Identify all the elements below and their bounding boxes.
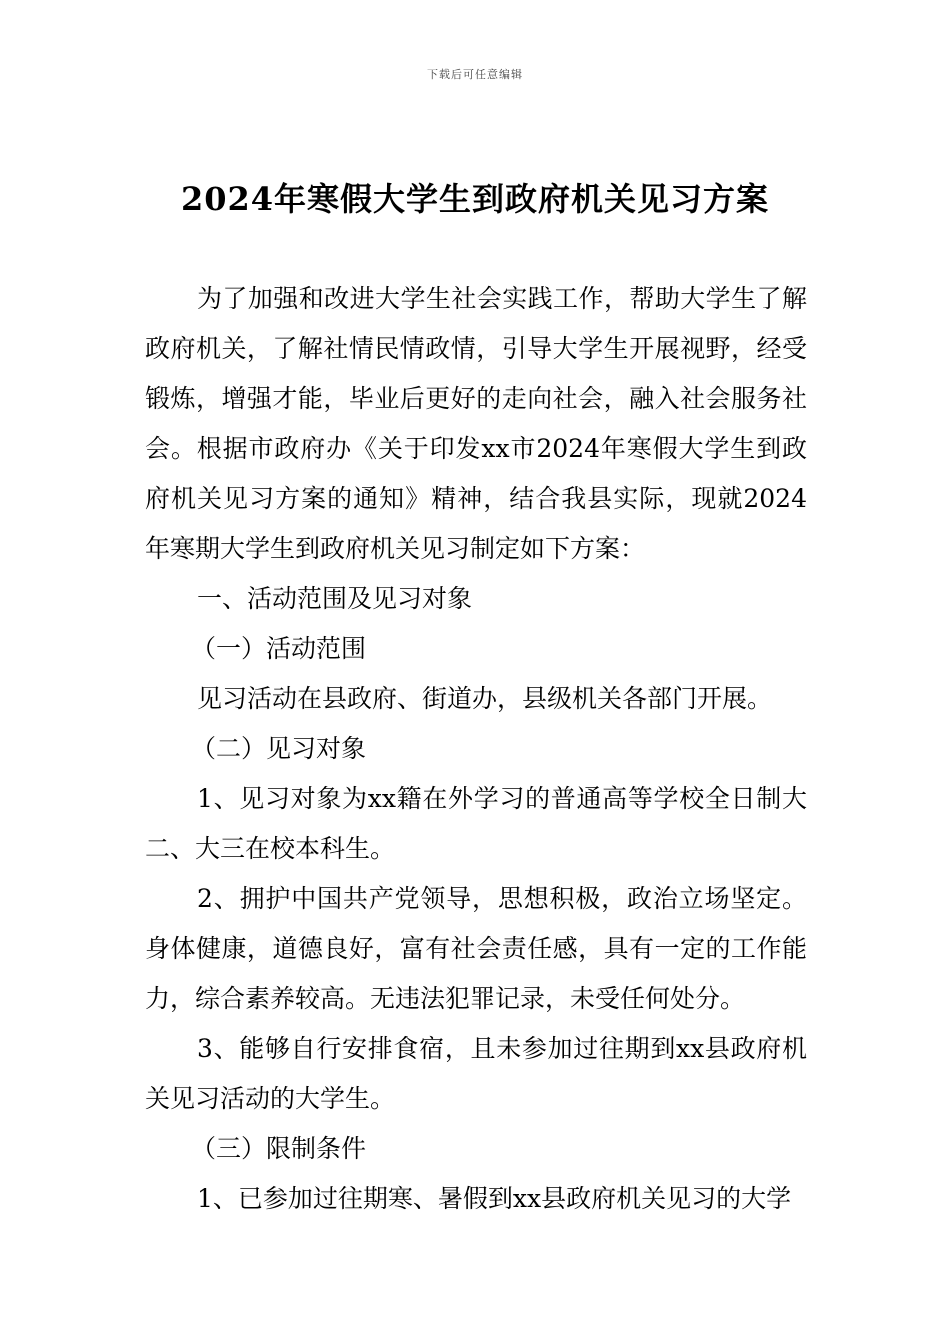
- subsection-heading-1: （一）活动范围: [191, 634, 367, 663]
- document-body: [145, 274, 807, 1224]
- restriction-item-1: 1、已参加过往期寒、暑假到xx县政府机关见习的大学: [197, 1184, 792, 1213]
- section-heading-1: 一、活动范围及见习对象: [197, 584, 473, 613]
- target-item-2: 2、拥护中国共产党领导，思想积极，政治立场坚定。身体健康，道德良好，富有社会责任感，具有一定的工作能力，综合素养较高。无违法犯罪记录，未受任何处分。: [145, 884, 807, 1013]
- intro-paragraph: 为了加强和改进大学生社会实践工作，帮助大学生了解政府机关，了解社情民情政情，引导大学生开展视野，经受锻炼，增强才能，毕业后更好的走向社会，融入社会服务社会。根据市政府办《关于印发xx市2024年寒假大学生到政府机关见习方案的通知》精神，结合我县实际，现就2024年寒期大学生到政府机关见习制定如下方案：: [145, 284, 807, 563]
- header-note: 下载后可任意编辑: [427, 68, 523, 81]
- document-title: 2024年寒假大学生到政府机关见习方案: [180, 180, 770, 218]
- subsection-heading-3: （三）限制条件: [191, 1134, 367, 1163]
- target-item-1: 1、见习对象为xx籍在外学习的普通高等学校全日制大二、大三在校本科生。: [145, 784, 807, 863]
- scope-paragraph: 见习活动在县政府、街道办，县级机关各部门开展。: [197, 684, 773, 713]
- subsection-heading-2: （二）见习对象: [191, 734, 367, 763]
- target-item-3: 3、能够自行安排食宿，且未参加过往期到xx县政府机关见习活动的大学生。: [145, 1034, 807, 1113]
